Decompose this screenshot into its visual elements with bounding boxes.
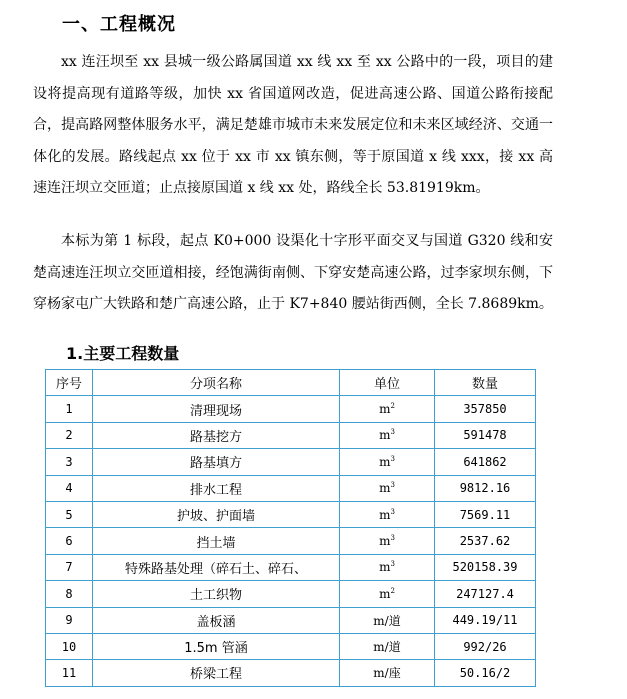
cell-no: 5 bbox=[46, 501, 93, 527]
cell-no: 3 bbox=[46, 449, 93, 475]
cell-qty: 992/26 bbox=[435, 633, 536, 659]
cell-no: 8 bbox=[46, 581, 93, 607]
paragraph-overview: xx 连汪坝至 xx 县城一级公路属国道 xx 线 xx 至 xx 公路中的一段，项目的建设将提高现有道路等级，加快 xx 省国道网改造，促进高速公路、国道公路衔接配合，提高路网整体服务水平，满足楚雄市城市未来发展定位和未来区域经济、交通一体化的发展。路线起点 xx 位于 xx 市 xx 镇东侧，等于原国道 x 线 xxx，接 xx 高速连汪坝立交匝道；止点接原国道 x 线 xx 处，路线全长 53.81919km。 bbox=[33, 54, 553, 196]
cell-unit bbox=[340, 422, 435, 448]
cell-qty: 591478 bbox=[435, 422, 536, 448]
cell-no: 1 bbox=[46, 396, 93, 422]
cell-qty: 641862 bbox=[435, 449, 536, 475]
unit-text: m bbox=[379, 481, 391, 496]
table-row bbox=[46, 607, 536, 633]
cell-name: 桥梁工程 bbox=[93, 660, 340, 686]
cell-qty: 50.16/2 bbox=[435, 660, 536, 686]
cell-name: 1.5m 管涵 bbox=[93, 633, 340, 659]
cell-no: 9 bbox=[46, 607, 93, 633]
cell-no: 11 bbox=[46, 660, 93, 686]
unit-text: m/道 bbox=[373, 613, 401, 628]
unit-superscript: 3 bbox=[390, 428, 395, 437]
cell-no: 2 bbox=[46, 422, 93, 448]
cell-qty: 357850 bbox=[435, 396, 536, 422]
header-qty: 数量 bbox=[435, 370, 536, 396]
cell-unit bbox=[340, 633, 435, 659]
unit-superscript: 3 bbox=[390, 454, 395, 463]
cell-name: 挡土墙 bbox=[93, 528, 340, 554]
table-row bbox=[46, 475, 536, 501]
cell-qty: 247127.4 bbox=[435, 581, 536, 607]
cell-name: 盖板涵 bbox=[93, 607, 340, 633]
table-row bbox=[46, 633, 536, 659]
section-title: 一、工程概况 bbox=[62, 14, 176, 35]
table-row bbox=[46, 554, 536, 580]
table-body bbox=[46, 396, 536, 686]
table-row bbox=[46, 581, 536, 607]
table-row bbox=[46, 528, 536, 554]
unit-text: m bbox=[379, 586, 391, 601]
table-row bbox=[46, 396, 536, 422]
cell-name: 路基填方 bbox=[93, 449, 340, 475]
cell-qty: 520158.39 bbox=[435, 554, 536, 580]
unit-superscript: 3 bbox=[390, 507, 395, 516]
cell-no: 7 bbox=[46, 554, 93, 580]
unit-text: m bbox=[379, 507, 391, 522]
table-row bbox=[46, 422, 536, 448]
cell-unit bbox=[340, 396, 435, 422]
unit-superscript: 3 bbox=[390, 534, 395, 543]
cell-unit bbox=[340, 554, 435, 580]
header-unit: 单位 bbox=[340, 370, 435, 396]
subsection-title: 1.主要工程数量 bbox=[66, 344, 180, 363]
cell-unit bbox=[340, 475, 435, 501]
cell-unit bbox=[340, 501, 435, 527]
unit-superscript: 3 bbox=[390, 481, 395, 490]
unit-text: m bbox=[379, 560, 391, 575]
table-row bbox=[46, 449, 536, 475]
cell-name: 特殊路基处理（碎石土、碎石、 bbox=[93, 554, 340, 580]
unit-text: m bbox=[379, 454, 391, 469]
unit-text: m bbox=[379, 402, 391, 417]
cell-unit bbox=[340, 607, 435, 633]
unit-text: m/道 bbox=[373, 640, 401, 655]
table-row bbox=[46, 501, 536, 527]
header-no: 序号 bbox=[46, 370, 93, 396]
cell-name: 路基挖方 bbox=[93, 422, 340, 448]
quantity-table bbox=[45, 369, 536, 687]
cell-qty: 449.19/11 bbox=[435, 607, 536, 633]
cell-no: 6 bbox=[46, 528, 93, 554]
cell-unit bbox=[340, 528, 435, 554]
unit-text: m bbox=[379, 428, 391, 443]
cell-name: 护坡、护面墙 bbox=[93, 501, 340, 527]
cell-no: 10 bbox=[46, 633, 93, 659]
unit-text: m bbox=[379, 534, 391, 549]
cell-no: 4 bbox=[46, 475, 93, 501]
unit-text: m/座 bbox=[373, 666, 401, 681]
table-header-row bbox=[46, 370, 536, 396]
cell-name: 清理现场 bbox=[93, 396, 340, 422]
cell-unit bbox=[340, 660, 435, 686]
cell-qty: 7569.11 bbox=[435, 501, 536, 527]
cell-name: 土工织物 bbox=[93, 581, 340, 607]
unit-superscript: 2 bbox=[390, 402, 395, 411]
cell-qty: 2537.62 bbox=[435, 528, 536, 554]
cell-unit bbox=[340, 581, 435, 607]
cell-unit bbox=[340, 449, 435, 475]
paragraph-section-1: 本标为第 1 标段，起点 K0+000 设渠化十字形平面交叉与国道 G320 线和安楚高速连汪坝立交匝道相接，经饱满街南侧、下穿安楚高速公路，过李家坝东侧，下穿杨家屯广大铁路和楚广高速公路，止于 K7+840 腰站街西侧，全长 7.8689km。 bbox=[33, 233, 553, 312]
table-row bbox=[46, 660, 536, 686]
unit-superscript: 2 bbox=[390, 586, 395, 595]
cell-qty: 9812.16 bbox=[435, 475, 536, 501]
header-name: 分项名称 bbox=[93, 370, 340, 396]
unit-superscript: 3 bbox=[390, 560, 395, 569]
cell-name: 排水工程 bbox=[93, 475, 340, 501]
